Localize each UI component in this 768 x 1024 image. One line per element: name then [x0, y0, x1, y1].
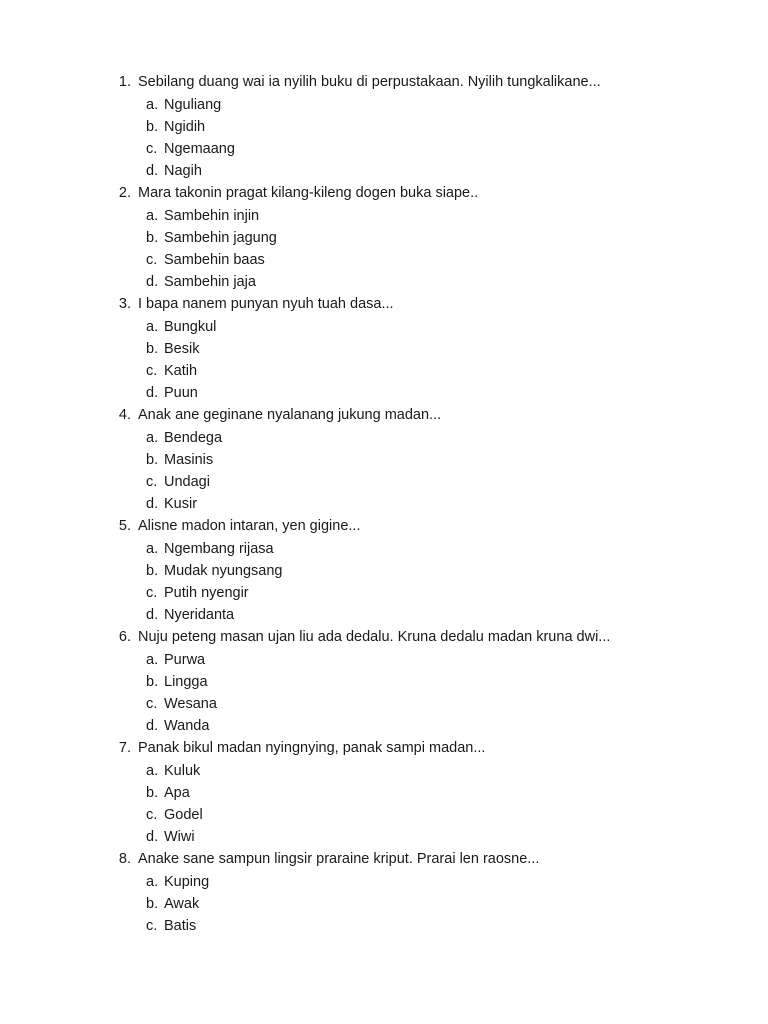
option-item[interactable]	[112, 361, 694, 383]
question-text: Alisne madon intaran, yen gigine...	[138, 518, 361, 534]
option-list	[112, 872, 694, 938]
option-text: Besik	[164, 340, 200, 357]
option-letter: c.	[146, 251, 158, 268]
option-item[interactable]	[112, 561, 694, 583]
option-text: Apa	[164, 784, 190, 801]
option-text: Nagih	[164, 162, 202, 179]
question-text: Anake sane sampun lingsir praraine kriput. Prarai len raosne...	[138, 851, 540, 867]
option-item[interactable]	[112, 605, 694, 627]
option-letter: a.	[146, 96, 159, 113]
option-list	[112, 761, 694, 849]
question-text: Mara takonin pragat kilang-kileng dogen buka siape..	[138, 185, 479, 201]
option-item[interactable]	[112, 117, 694, 139]
option-letter: c.	[146, 362, 158, 379]
option-item[interactable]	[112, 650, 694, 672]
option-letter: d.	[146, 717, 159, 734]
option-text: Nguliang	[164, 96, 222, 113]
question-number: 2.	[118, 185, 131, 201]
option-letter: d.	[146, 606, 159, 623]
option-item[interactable]	[112, 783, 694, 805]
option-letter: a.	[146, 762, 159, 779]
option-letter: a.	[146, 207, 159, 224]
option-letter: d.	[146, 828, 159, 845]
option-item[interactable]	[112, 383, 694, 405]
option-text: Sambehin injin	[164, 207, 260, 224]
question-number: 5.	[118, 518, 131, 534]
question-text: Nuju peteng masan ujan liu ada dedalu. Kruna dedalu madan kruna dwi...	[138, 629, 611, 645]
option-letter: d.	[146, 384, 159, 401]
option-item[interactable]	[112, 694, 694, 716]
option-list	[112, 650, 694, 738]
option-text: Undagi	[164, 473, 210, 490]
option-text: Purwa	[164, 651, 206, 668]
option-item[interactable]	[112, 827, 694, 849]
option-item[interactable]	[112, 583, 694, 605]
option-item[interactable]	[112, 250, 694, 272]
option-item[interactable]	[112, 450, 694, 472]
option-item[interactable]	[112, 161, 694, 183]
option-text: Bendega	[164, 429, 223, 446]
option-letter: b.	[146, 451, 159, 468]
option-text: Ngemaang	[164, 140, 235, 157]
option-list	[112, 539, 694, 627]
option-letter: b.	[146, 895, 159, 912]
option-item[interactable]	[112, 494, 694, 516]
question-item	[112, 405, 694, 427]
option-item[interactable]	[112, 894, 694, 916]
option-letter: a.	[146, 540, 159, 557]
option-item[interactable]	[112, 139, 694, 161]
option-text: Ngembang rijasa	[164, 540, 274, 557]
option-text: Sambehin jaja	[164, 273, 256, 290]
question-number: 8.	[118, 851, 131, 867]
option-letter: b.	[146, 340, 159, 357]
option-text: Kuluk	[164, 762, 201, 779]
option-letter: c.	[146, 140, 158, 157]
question-text: I bapa nanem punyan nyuh tuah dasa...	[138, 296, 394, 312]
option-letter: b.	[146, 673, 159, 690]
question-text: Panak bikul madan nyingnying, panak sampi madan...	[138, 740, 486, 756]
option-item[interactable]	[112, 805, 694, 827]
option-text: Wiwi	[164, 828, 195, 845]
option-text: Bungkul	[164, 318, 217, 335]
option-text: Puun	[164, 384, 198, 401]
question-number: 3.	[118, 296, 131, 312]
option-item[interactable]	[112, 228, 694, 250]
option-item[interactable]	[112, 272, 694, 294]
option-text: Wesana	[164, 695, 217, 712]
option-item[interactable]	[112, 428, 694, 450]
option-text: Sambehin baas	[164, 251, 265, 268]
option-list	[112, 428, 694, 516]
option-letter: b.	[146, 118, 159, 135]
option-text: Sambehin jagung	[164, 229, 277, 246]
option-item[interactable]	[112, 539, 694, 561]
question-item	[112, 516, 694, 538]
option-letter: b.	[146, 784, 159, 801]
option-item[interactable]	[112, 916, 694, 938]
option-text: Ngidih	[164, 118, 206, 135]
option-letter: d.	[146, 273, 159, 290]
option-text: Nyeridanta	[164, 606, 235, 623]
option-text: Batis	[164, 917, 197, 934]
option-text: Lingga	[164, 673, 208, 690]
question-item	[112, 183, 694, 205]
option-text: Godel	[164, 806, 203, 823]
question-item	[112, 738, 694, 760]
question-item	[112, 294, 694, 316]
option-letter: b.	[146, 229, 159, 246]
option-text: Wanda	[164, 717, 210, 734]
option-letter: a.	[146, 873, 159, 890]
question-text: Anak ane geginane nyalanang jukung madan...	[138, 407, 442, 423]
option-text: Putih nyengir	[164, 584, 249, 601]
option-letter: c.	[146, 584, 158, 601]
option-item[interactable]	[112, 95, 694, 117]
question-number: 4.	[118, 407, 131, 423]
option-item[interactable]	[112, 872, 694, 894]
option-text: Katih	[164, 362, 198, 379]
option-list	[112, 317, 694, 405]
question-item	[112, 627, 694, 649]
question-item	[112, 72, 694, 94]
option-letter: d.	[146, 162, 159, 179]
option-item[interactable]	[112, 317, 694, 339]
question-text: Sebilang duang wai ia nyilih buku di perpustakaan. Nyilih tungkalikane...	[138, 74, 601, 90]
option-text: Mudak nyungsang	[164, 562, 283, 579]
option-item[interactable]	[112, 472, 694, 494]
question-item	[112, 849, 694, 871]
option-letter: d.	[146, 495, 159, 512]
question-number: 7.	[118, 740, 131, 756]
option-letter: a.	[146, 429, 159, 446]
option-letter: c.	[146, 695, 158, 712]
option-letter: c.	[146, 473, 158, 490]
option-letter: a.	[146, 318, 159, 335]
option-text: Kusir	[164, 495, 198, 512]
option-item[interactable]	[112, 206, 694, 228]
option-text: Masinis	[164, 451, 214, 468]
option-list	[112, 206, 694, 294]
option-item[interactable]	[112, 761, 694, 783]
question-number: 1.	[118, 74, 131, 90]
option-item[interactable]	[112, 716, 694, 738]
option-item[interactable]	[112, 672, 694, 694]
question-number: 6.	[118, 629, 131, 645]
option-letter: c.	[146, 917, 158, 934]
option-letter: c.	[146, 806, 158, 823]
option-letter: b.	[146, 562, 159, 579]
option-item[interactable]	[112, 339, 694, 361]
option-letter: a.	[146, 651, 159, 668]
option-list	[112, 95, 694, 183]
question-list	[112, 72, 694, 937]
option-text: Awak	[164, 895, 200, 912]
option-text: Kuping	[164, 873, 210, 890]
